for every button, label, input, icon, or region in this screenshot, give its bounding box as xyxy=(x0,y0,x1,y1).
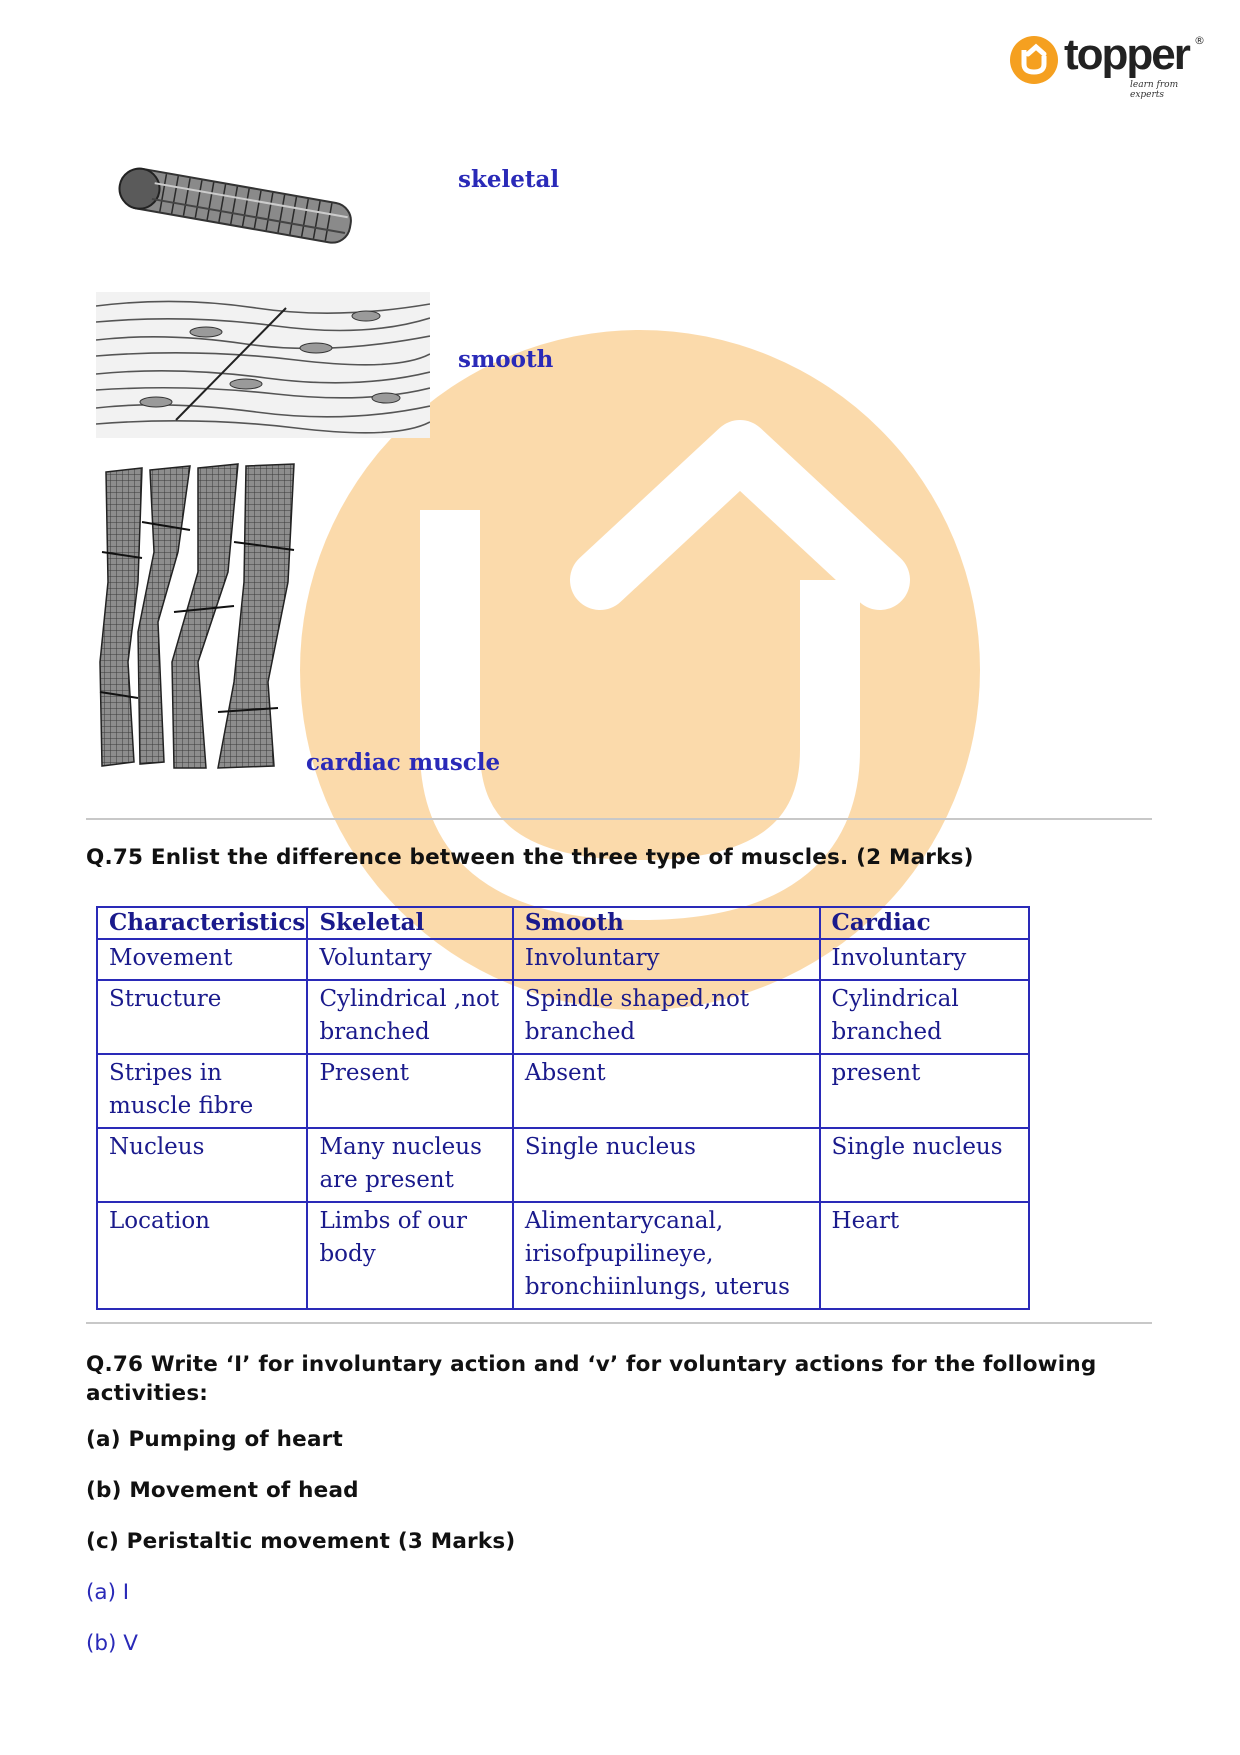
figure-label-skeletal: skeletal xyxy=(458,166,560,193)
answer-a: (a) I xyxy=(86,1580,130,1605)
table-cell: Spindle shaped,not branched xyxy=(513,980,820,1054)
table-cell: Cylindrical branched xyxy=(820,980,1029,1054)
question-76: Q.76 Write ‘I’ for involuntary action and ‘v’ for voluntary actions for the following activities: xyxy=(86,1352,1097,1406)
table-row xyxy=(97,1128,1029,1202)
table-row xyxy=(97,1202,1029,1309)
table-cell: Location xyxy=(97,1202,307,1309)
table-cell: Alimentarycanal, irisofpupilineye, bronchiinlungs, uterus xyxy=(513,1202,820,1309)
logo-registered-mark: ® xyxy=(1194,34,1205,47)
muscle-comparison-table xyxy=(96,906,1030,1310)
table-row xyxy=(97,939,1029,980)
up-arrow-circle-icon xyxy=(1010,36,1058,84)
table-cell: Present xyxy=(307,1054,512,1128)
cardiac-muscle-illustration xyxy=(98,462,298,772)
question-75: Q.75 Enlist the difference between the three type of muscles. (2 Marks) xyxy=(86,845,974,870)
figure-label-smooth: smooth xyxy=(458,346,554,373)
table-cell: Heart xyxy=(820,1202,1029,1309)
table-cell: Nucleus xyxy=(97,1128,307,1202)
smooth-muscle-illustration xyxy=(96,292,430,438)
table-header: Smooth xyxy=(513,907,820,939)
table-header: Skeletal xyxy=(307,907,512,939)
logo-brand: topper xyxy=(1064,30,1189,79)
table-cell: Voluntary xyxy=(307,939,512,980)
table-cell: Single nucleus xyxy=(513,1128,820,1202)
question-76-item-b: (b) Movement of head xyxy=(86,1478,359,1503)
table-cell: Many nucleus are present xyxy=(307,1128,512,1202)
table-row xyxy=(97,980,1029,1054)
table-cell: Stripes in muscle fibre xyxy=(97,1054,307,1128)
table-cell: Single nucleus xyxy=(820,1128,1029,1202)
skeletal-muscle-illustration xyxy=(112,160,364,252)
table-header: Cardiac xyxy=(820,907,1029,939)
topper-logo xyxy=(1010,30,1210,100)
table-cell: Movement xyxy=(97,939,307,980)
table-cell: present xyxy=(820,1054,1029,1128)
table-cell: Limbs of our body xyxy=(307,1202,512,1309)
table-row xyxy=(97,1054,1029,1128)
logo-tagline: learn from experts xyxy=(1130,80,1179,100)
table-cell: Structure xyxy=(97,980,307,1054)
question-76-item-a: (a) Pumping of heart xyxy=(86,1427,343,1452)
table-cell: Cylindrical ,not branched xyxy=(307,980,512,1054)
divider xyxy=(86,818,1152,820)
table-cell: Absent xyxy=(513,1054,820,1128)
table-cell: Involuntary xyxy=(820,939,1029,980)
table-cell: Involuntary xyxy=(513,939,820,980)
divider xyxy=(86,1322,1152,1324)
figure-label-cardiac: cardiac muscle xyxy=(306,749,501,776)
table-header-row xyxy=(97,907,1029,939)
answer-b: (b) V xyxy=(86,1631,138,1656)
table-header: Characteristics xyxy=(97,907,307,939)
question-76-item-c: (c) Peristaltic movement (3 Marks) xyxy=(86,1529,516,1554)
